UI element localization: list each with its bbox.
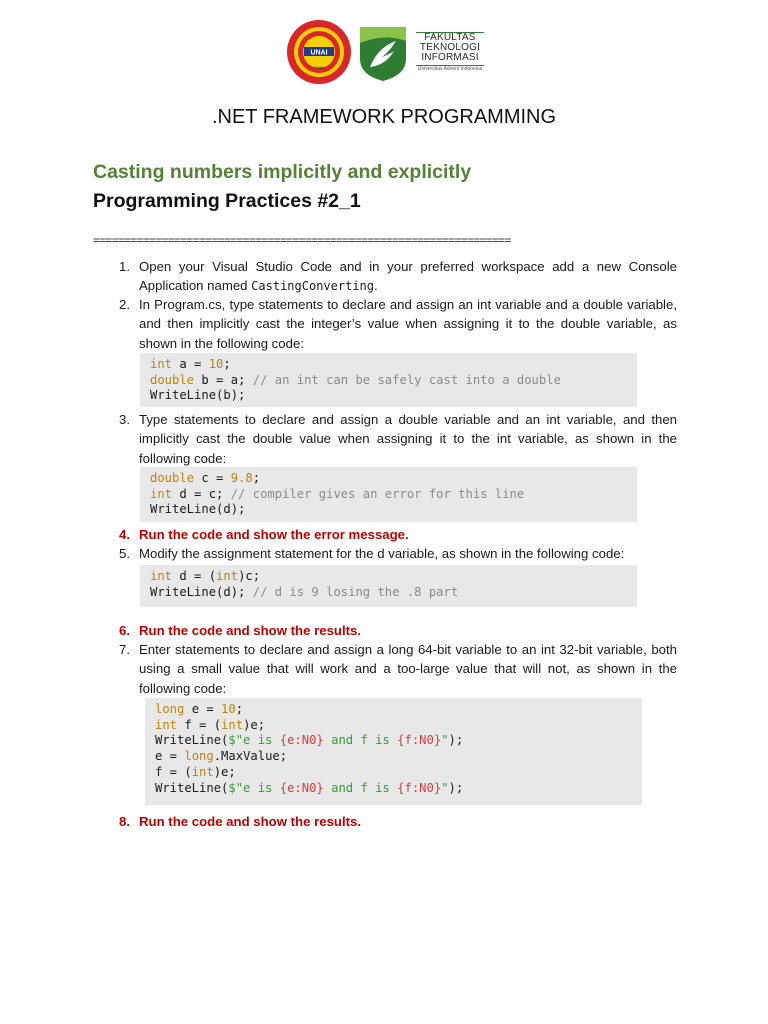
document-title: .NET FRAMEWORK PROGRAMMING (211, 106, 557, 128)
code-token: WriteLine(b); (150, 388, 246, 403)
code-block-1 (140, 353, 637, 407)
code-token: 9.8 (230, 471, 253, 485)
university-seal-logo (286, 19, 352, 85)
step-number: 5. (119, 546, 130, 561)
step-6 (112, 621, 677, 640)
code-token: e = (184, 702, 222, 716)
step-number: 3. (119, 412, 130, 427)
code-token: $"e is (228, 780, 280, 795)
code-token: b = a; (194, 372, 253, 387)
code-token: WriteLine(d); (150, 502, 246, 517)
faculty-line-2: TEKNOLOGI (419, 41, 481, 53)
code-token: double (150, 471, 195, 485)
step-3 (112, 410, 677, 468)
code-token: )c; (238, 569, 261, 583)
step-text: In Program.cs, type statements to declare and assign an int variable and a double variable, and then implicitly cast the integer’s value when assigning it to the double variable, as shown in the following code: (139, 297, 677, 351)
university-name: Universitas Advent Indonesia (417, 65, 483, 72)
step-8 (112, 812, 677, 831)
step-7 (112, 640, 677, 698)
code-token: )e; (243, 717, 266, 732)
code-token: long (155, 702, 185, 716)
code-token: c = (194, 471, 231, 485)
step-number: 1. (119, 259, 130, 274)
code-token: f = ( (177, 717, 222, 732)
seal-text: UNAI (310, 49, 328, 57)
code-token: 10 (208, 357, 224, 371)
step-number: 2. (119, 297, 130, 312)
code-token: int (221, 717, 244, 732)
code-token: WriteLine( (155, 780, 229, 795)
practice-heading: Programming Practices #2_1 (93, 190, 361, 212)
faculty-line-3: INFORMASI (421, 51, 479, 63)
code-token: {e:N0} (279, 780, 324, 795)
code-token: " (441, 780, 449, 795)
code-token: ; (223, 357, 231, 371)
code-token: // an int can be safely cast into a double (252, 372, 561, 387)
code-block-4 (145, 698, 642, 805)
code-token: WriteLine(d); (150, 584, 253, 599)
code-token: // compiler gives an error for this line (230, 486, 525, 501)
step-text: Run the code and show the error message. (139, 527, 409, 542)
header-logos (286, 20, 484, 84)
inline-code: CastingConverting (251, 279, 374, 294)
step-text: Enter statements to declare and assign a long 64-bit variable to an int 32-bit variable, both using a small value that will work and a too-large value that will not, as shown in the following code: (139, 642, 677, 696)
step-2 (112, 295, 677, 353)
code-token: int (150, 486, 173, 501)
code-token: double (150, 372, 195, 387)
code-token: ; (252, 471, 261, 485)
code-token: and f is (323, 780, 398, 795)
faculty-name (416, 32, 484, 73)
step-text: Type statements to declare and assign a double variable and an int variable, and then implicitly cast the double value when assigning it to the int variable, as shown in the following code: (139, 412, 677, 466)
step-text-end: . (374, 278, 378, 294)
code-token: {f:N0} (397, 780, 442, 795)
section-heading: Casting numbers implicitly and explicitly (93, 161, 472, 183)
code-token: 10 (221, 702, 236, 716)
code-token: int (216, 569, 239, 583)
step-text: Run the code and show the results. (139, 623, 362, 638)
code-token: long (184, 749, 214, 764)
code-token: d = ( (172, 569, 217, 583)
code-token: int (150, 569, 173, 583)
code-token: a = (172, 357, 209, 371)
code-token: ); (448, 780, 464, 795)
code-block-3 (140, 565, 637, 607)
code-token: )e; (213, 764, 236, 779)
seal-year: 1949 (314, 65, 324, 70)
code-token: " (441, 733, 449, 748)
code-token: f = ( (155, 764, 192, 779)
step-4 (112, 525, 677, 544)
code-token: ); (448, 733, 464, 748)
step-text: Open your Visual Studio Code and in your preferred workspace add a new Console Application named (139, 259, 677, 294)
step-number: 6. (119, 623, 130, 638)
faculty-line-1: FAKULTAS (424, 31, 476, 43)
code-token: e = (155, 749, 185, 764)
code-token: ; (235, 702, 244, 716)
code-token: $"e is (228, 733, 280, 748)
step-number: 8. (119, 814, 130, 829)
step-text: Run the code and show the results. (139, 814, 362, 829)
faculty-leaf-logo (356, 21, 410, 83)
step-5 (112, 544, 677, 563)
code-token: WriteLine( (155, 733, 229, 748)
step-1 (112, 257, 677, 297)
code-token: {f:N0} (397, 733, 442, 748)
code-token: .MaxValue; (213, 749, 288, 764)
code-token: d = c; (172, 486, 231, 501)
step-number: 4. (119, 527, 130, 542)
divider-line: =================================================================== (93, 234, 511, 247)
code-token: {e:N0} (279, 733, 324, 748)
code-token: int (155, 717, 178, 732)
code-token: and f is (323, 733, 398, 748)
code-token: int (150, 357, 173, 371)
step-number: 7. (119, 642, 130, 657)
code-token: // d is 9 losing the .8 part (252, 584, 459, 599)
code-block-2 (140, 467, 637, 522)
code-token: int (191, 764, 214, 779)
step-text: Modify the assignment statement for the d variable, as shown in the following code: (139, 546, 625, 561)
